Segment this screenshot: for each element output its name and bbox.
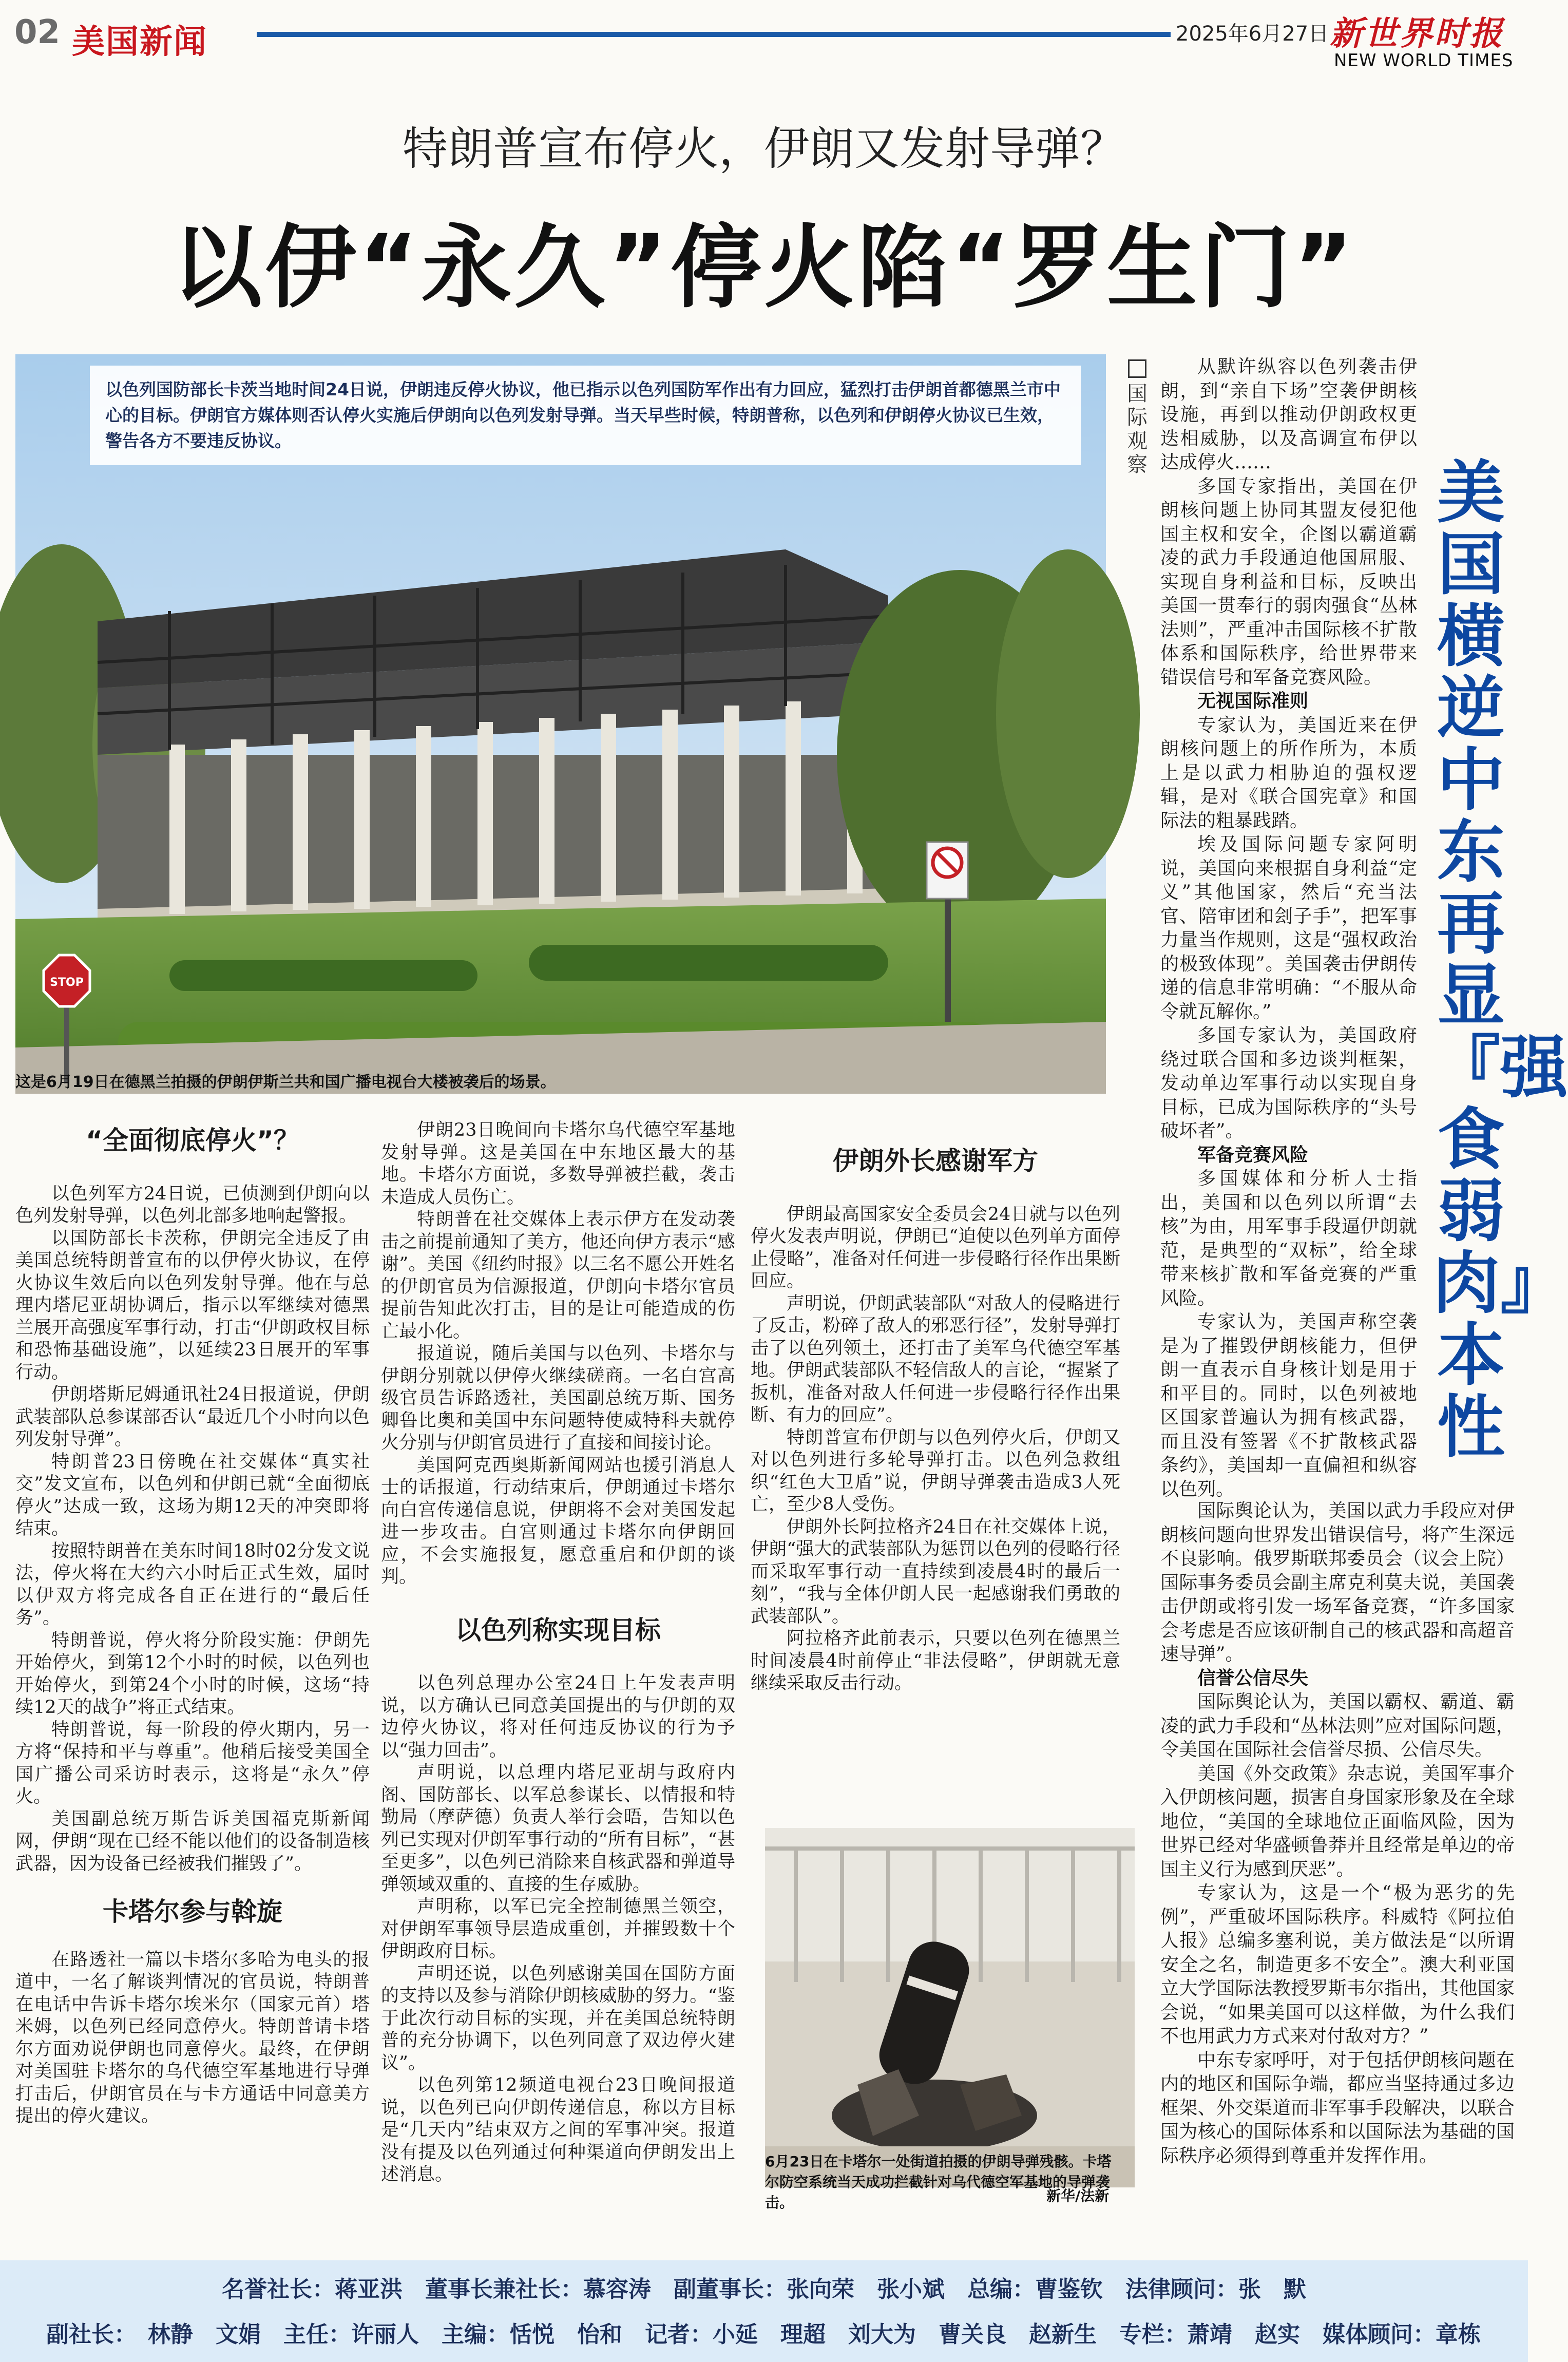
commentary-lower-column (1160, 1499, 1515, 2168)
news-column-1 (15, 1119, 370, 2128)
section-title: 美国新闻 (72, 23, 207, 61)
commentary-subhead: 军备竞赛风险 (1197, 1144, 1309, 1166)
stop-sign-text: STOP (50, 976, 84, 989)
news-para: 以色列总理办公室24日上午发表声明说，以方确认已同意美国提出的与伊朗的双边停火协议，将对任何违反协议的行为予以“强力回击”。 (381, 1673, 735, 1761)
news-para: 特朗普在社交媒体上表示伊方在发动袭击之前提前通知了美方，他还向伊方表示“感谢”。美国《纽约时报》以三名不愿公开姓名的伊朗官员为信源报道，伊朗向卡塔尔官员提前告知此次打击，目的是让可能造成的伤亡最小化。 (381, 1209, 735, 1342)
commentary-para: 国际舆论认为，美国以武力手段应对伊朗核问题向世界发出错误信号，将产生深远不良影响。俄罗斯联邦委员会（议会上院）国际事务委员会副主席克利莫夫说，美国袭击伊朗或将引发一场军备竞赛，“许多国家会考虑是否应该研制自己的核武器和高超音速导弹”。 (1160, 1500, 1515, 1665)
commentary-subhead: 无视国际准则 (1197, 691, 1309, 712)
main-headline: 以伊“永久”停火陷“罗生门” (171, 215, 1356, 320)
commentary-para: 国际舆论认为，美国以霸权、霸道、霸凌的武力手段和“丛林法则”应对国际问题，令美国在国际社会信誉尽损、公信尽失。 (1160, 1691, 1515, 1760)
commentary-para: 多国专家认为，美国政府绕过联合国和多边谈判框架，发动单边军事行动以实现自身目标，已成为国际秩序的“头号破坏者”。 (1160, 1025, 1417, 1141)
news-para: 美国阿克西奥斯新闻网站也援引消息人士的话报道，行动结束后，伊朗通过卡塔尔向白宫传递信息说，伊朗将不会对美国发起进一步攻击。白宫则通过卡塔尔向伊朗回应，不会实施报复，愿意重启和伊朗的谈判。 (381, 1455, 735, 1587)
news-para: 美国副总统万斯告诉美国福克斯新闻网，伊朗“现在已经不能以他们的设备制造核武器，因为设备已经被我们摧毁了”。 (15, 1808, 370, 1874)
photo-caption: 这是6月19日在德黑兰拍摄的伊朗伊斯兰共和国广播电视台大楼被袭后的场景。 (15, 1073, 556, 1091)
photo-credit: 新华/法新 (1046, 2187, 1110, 2204)
newspaper-logo-en: NEW WORLD TIMES (1334, 50, 1514, 71)
news-para: 伊朗最高国家安全委员会24日就与以色列停火发表声明说，伊朗已“迫使以色列单方面停止侵略”，准备对任何进一步侵略行径作出果断回应。 (751, 1204, 1120, 1291)
photo-lead-box: 以色列国防部长卡茨当地时间24日说，伊朗违反停火协议，他已指示以色列国防军作出有力回应，猛烈打击伊朗首都德黑兰市中心的目标。伊朗官方媒体则否认停火实施后伊朗向以色列发射导弹。当天早些时候，特朗普称，以色列和伊朗停火协议已生效，警告各方不要违反协议。 (90, 366, 1081, 465)
subhead: “全面彻底停火”？ (86, 1126, 299, 1155)
masthead-line-2: 副社长： 林静 文娟 主任：许丽人 主编：恬悦 怡和 记者：小延 理超 刘大为 曹关良 赵新生 专栏：萧靖 赵实 媒体顾问：章栋 (46, 2321, 1481, 2348)
news-para: 按照特朗普在美东时间18时02分发文说法，停火将在大约六小时后正式生效，届时以伊双方将完成各自正在进行的“最后任务”。 (15, 1540, 370, 1628)
commentary-para: 多国媒体和分析人士指出，美国和以色列以所谓“去核”为由，用军事手段逼伊朗就范，是典型的“双标”，给全球带来核扩散和军备竞赛的严重风险。 (1160, 1168, 1417, 1309)
news-column-3 (751, 1119, 1120, 1695)
subhead: 以色列称实现目标 (455, 1615, 661, 1645)
commentary-para: 专家认为，美国声称空袭是为了摧毁伊朗核能力，但伊朗一直表示自身核计划是用于和平目的。同时，以色列被地区国家普遍认为拥有核武器，而且没有签署《不扩散核武器条约》，美国却一直偏袒和纵容以色列。 (1160, 1311, 1417, 1500)
column-label-text: 国际观察 (1127, 382, 1148, 477)
news-para: 声明说，以总理内塔尼亚胡与政府内阁、国防部长、以军总参谋长、以情报和特勤局（摩萨德）负责人举行会晤，告知以色列已实现对伊朗军事行动的“所有目标”，“甚至更多”，以色列已消除来自核武器和弹道导弹领域双重的、直接的生存威胁。 (381, 1762, 735, 1895)
column-label (1124, 359, 1150, 477)
main-photo (15, 354, 1106, 1094)
commentary-para: 专家认为，美国近来在伊朗核问题上的所作所为，本质上是以武力相胁迫的强权逻辑，是对《联合国宪章》和国际法的粗暴践踏。 (1160, 714, 1417, 831)
masthead-line-1: 名誉社长：蒋亚洪 董事长兼社长：慕容涛 副董事长：张向荣 张小斌 总编：曹鉴钦 法律顾问：张 默 (222, 2276, 1306, 2302)
news-para: 特朗普宣布伊朗与以色列停火后，伊朗又对以色列进行多轮导弹打击。以色列急救组织“红色大卫盾”说，伊朗导弹袭击造成3人死亡，至少8人受伤。 (751, 1427, 1120, 1515)
news-para: 阿拉格齐此前表示，只要以色列在德黑兰时间凌晨4时前停止“非法侵略”，伊朗就无意继续采取反击行动。 (751, 1628, 1120, 1693)
news-para: 在路透社一篇以卡塔尔多哈为电头的报道中，一名了解谈判情况的官员说，特朗普在电话中告诉卡塔尔埃米尔（国家元首）塔米姆，以色列已经同意停火。特朗普请卡塔尔方面劝说伊朗也同意停火。最终，在伊朗对美国驻卡塔尔的乌代德空军基地进行导弹打击后，伊朗官员在与卡方通话中同意美方提出的停火建议。 (15, 1949, 370, 2126)
news-para: 声明称，以军已完全控制德黑兰领空，对伊朗军事领导层造成重创，并摧毁数十个伊朗政府目标。 (381, 1896, 735, 1961)
news-para: 以色列第12频道电视台23日晚间报道说，以色列已向伊朗传递信息，称以方目标是“几天内”结束双方之间的军事冲突。报道没有提及以色列通过何种渠道向伊朗发出上述消息。 (381, 2075, 735, 2185)
commentary-para: 埃及国际问题专家阿明说，美国向来根据自身利益“定义”其他国家，然后“充当法官、陪审团和刽子手”，把军事力量当作规则，这是“强权政治的极致体现”。美国袭击伊朗传递的信息非常明确：“不服从命令就瓦解你。” (1160, 834, 1417, 1022)
news-para: 特朗普说，停火将分阶段实施：伊朗先开始停火，到第12个小时的时候，以色列也开始停火，到第24个小时的时候，这场“持续12天的战争”将正式结束。 (15, 1630, 370, 1718)
commentary-para: 美国《外交政策》杂志说，美国军事介入伊朗核问题，损害自身国家形象及在全球地位，“美国的全球地位正面临风险，因为世界已经对华盛顿鲁莽并且经常是单边的帝国主义行为感到厌恶”。 (1160, 1763, 1515, 1880)
issue-date: 2025年6月27日 (1176, 22, 1329, 46)
commentary-title: 美国横逆中东再显『强食弱肉』本性 (1432, 453, 1568, 1467)
news-para: 声明说，伊朗武装部队“对敌人的侵略进行了反击，粉碎了敌人的邪恶行径”，发射导弹打击了以色列领土，还打击了美军乌代德空军基地。伊朗武装部队不轻信敌人的言论，“握紧了扳机，准备对敌人任何进一步侵略行径作出果断、有力的回应”。 (751, 1293, 1120, 1425)
commentary-para: 从默许纵容以色列袭击伊朗，到“亲自下场”空袭伊朗核设施，再到以推动伊朗政权更迭相威胁，以及高调宣布伊以达成停火…… (1160, 356, 1417, 473)
missile-photo-caption: 6月23日在卡塔尔一处街道拍摄的伊朗导弹残骸。卡塔尔防空系统当天成功拦截针对乌代德空军基地的导弹袭击。 (765, 2153, 1112, 2211)
commentary-para: 专家认为，这是一个“极为恶劣的先例”，严重破坏国际秩序。科威特《阿拉伯人报》总编多塞利说，美方做法是“以所谓安全之名，制造更多不安全”。澳大利亚国立大学国际法教授罗斯韦尔指出，其他国家会说，“如果美国可以这样做，为什么我们不也用武力方式来对付敌对方？” (1160, 1882, 1515, 2047)
page-number: 02 (14, 13, 61, 51)
news-para: 伊朗塔斯尼姆通讯社24日报道说，伊朗武装部队总参谋部否认“最近几个小时向以色列发射导弹”。 (15, 1384, 370, 1450)
news-para: 伊朗23日晚间向卡塔尔乌代德空军基地发射导弹。这是美国在中东地区最大的基地。卡塔尔方面说，多数导弹被拦截，袭击未造成人员伤亡。 (381, 1120, 735, 1208)
news-para: 以色列军方24日说，已侦测到伊朗向以色列发射导弹，以色列北部多地响起警报。 (15, 1183, 370, 1226)
kicker-headline: 特朗普宣布停火，伊朗又发射导弹？ (402, 122, 1125, 175)
subhead: 卡塔尔参与斡旋 (103, 1897, 282, 1927)
commentary-para: 中东专家呼吁，对于包括伊朗核问题在内的地区和国际争端，都应当坚持通过多边框架、外交渠道而非军事手段解决，以联合国为核心的国际体系和以国际法为基础的国际秩序必须得到尊重并发挥作用。 (1160, 2049, 1515, 2166)
news-para: 特朗普说，每一阶段的停火期内，另一方将“保持和平与尊重”。他稍后接受美国全国广播公司采访时表示，这将是“永久”停火。 (15, 1719, 370, 1807)
missile-debris-photo (765, 1828, 1135, 2187)
commentary-para: 多国专家指出，美国在伊朗核问题上协同其盟友侵犯他国主权和安全，企图以霸道霸凌的武力手段通迫他国屈服、实现自身利益和目标，反映出美国一贯奉行的弱肉强食“丛林法则”，严重冲击国际核不扩散体系和国际秩序，给世界带来错误信号和军备竞赛风险。 (1160, 475, 1417, 688)
newspaper-logo: 新世界时报 (1330, 14, 1504, 53)
news-para: 以国防部长卡茨称，伊朗完全违反了由美国总统特朗普宣布的以伊停火协议，在停火协议生效后向以色列发射导弹。他在与总理内塔尼亚胡协调后，指示以军继续对德黑兰展开高强度军事行动，打击“伊朗政权目标和恐怖基础设施”，以延续23日展开的军事行动。 (15, 1228, 370, 1383)
news-para: 报道说，随后美国与以色列、卡塔尔与伊朗分别就以伊停火继续磋商。一名白宫高级官员告诉路透社，美国副总统万斯、国务卿鲁比奥和美国中东问题特使威特科夫就停火分别与伊朗官员进行了直接和间接讨论。 (381, 1343, 735, 1453)
commentary-subhead: 信誉公信尽失 (1197, 1667, 1309, 1689)
commentary-upper-column (1160, 355, 1417, 1501)
news-column-2 (381, 1119, 735, 2186)
column-label-square-icon (1128, 359, 1146, 378)
news-para: 声明还说，以色列感谢美国在国防方面的支持以及参与消除伊朗核威胁的努力。“鉴于此次行动目标的实现，并在美国总统特朗普的充分协调下，以色列同意了双边停火建议”。 (381, 1963, 735, 2073)
news-para: 特朗普23日傍晚在社交媒体“真实社交”发文宣布，以色列和伊朗已就“全面彻底停火”达成一致，这场为期12天的冲突即将结束。 (15, 1451, 370, 1539)
header-rule (257, 32, 1171, 37)
subhead: 伊朗外长感谢军方 (833, 1146, 1038, 1176)
news-para: 伊朗外长阿拉格齐24日在社交媒体上说，伊朗“强大的武装部队为惩罚以色列的侵略行径而采取军事行动一直持续到凌晨4时的最后一刻”，“我与全体伊朗人民一起感谢我们勇敢的武装部队”。 (751, 1516, 1120, 1627)
